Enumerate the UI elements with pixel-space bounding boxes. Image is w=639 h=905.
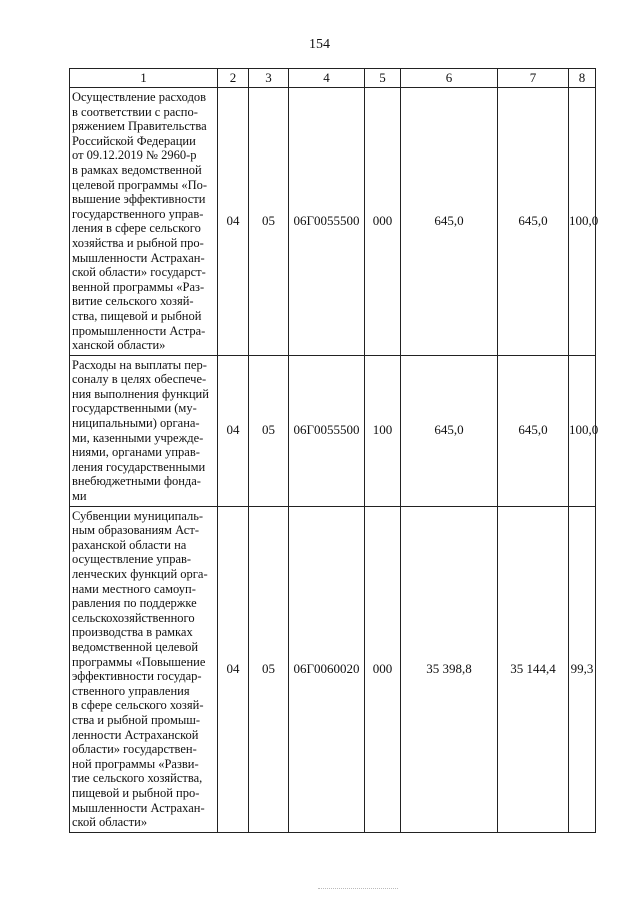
description-line: мышленности Астрахан- — [72, 800, 205, 815]
row-description — [70, 88, 218, 356]
column-header-5: 5 — [365, 69, 401, 88]
table-header-row — [70, 69, 596, 88]
expense-type-code: 000 — [365, 506, 401, 832]
column-header-3: 3 — [249, 69, 289, 88]
execution-percent: 100,0 — [569, 88, 596, 356]
description-line: венной программы «Раз- — [72, 279, 205, 294]
description-line: государственного управ- — [72, 206, 204, 221]
section-code: 04 — [218, 88, 249, 356]
description-line: Расходы на выплаты пер- — [72, 357, 207, 372]
description-line: в сфере сельского хозяй- — [72, 698, 204, 713]
description-line: осуществление управ- — [72, 552, 192, 567]
description-line: внебюджетными фонда- — [72, 474, 201, 489]
description-line: соналу в целях обеспече- — [72, 372, 207, 387]
description-line: области» государствен- — [72, 742, 197, 757]
description-line: промышленности Астра- — [72, 323, 206, 338]
actual-amount: 645,0 — [498, 355, 569, 506]
table-row — [70, 506, 596, 832]
description-line: нами местного самоуп- — [72, 581, 196, 596]
description-line: Российской Федерации — [72, 133, 196, 148]
subsection-code: 05 — [249, 506, 289, 832]
target-article-code: 06Г0055500 — [289, 88, 365, 356]
description-line: ской области» государст- — [72, 265, 206, 280]
column-header-7: 7 — [498, 69, 569, 88]
description-line: ственного управления — [72, 683, 190, 698]
table-row — [70, 88, 596, 356]
actual-amount: 645,0 — [498, 88, 569, 356]
description-line: ства, пищевой и рыбной — [72, 308, 202, 323]
description-line: ской области» — [72, 815, 148, 830]
section-code: 04 — [218, 506, 249, 832]
expense-type-code: 000 — [365, 88, 401, 356]
column-header-4: 4 — [289, 69, 365, 88]
table-row — [70, 355, 596, 506]
description-line: мышленности Астрахан- — [72, 250, 205, 265]
planned-amount: 645,0 — [401, 88, 498, 356]
column-header-2: 2 — [218, 69, 249, 88]
description-line: целевой программы «По- — [72, 177, 208, 192]
description-line: Осуществление расходов — [72, 90, 207, 104]
page-number: 154 — [309, 37, 330, 52]
description-line: ми — [72, 489, 87, 504]
description-line: ряжением Правительства — [72, 119, 207, 134]
description-line: ниципальными) органа- — [72, 416, 200, 431]
column-header-8: 8 — [569, 69, 596, 88]
description-line: программы «Повышение — [72, 654, 206, 669]
subsection-code: 05 — [249, 88, 289, 356]
description-line: производства в рамках — [72, 625, 193, 640]
subsection-code: 05 — [249, 355, 289, 506]
description-line: тие сельского хозяйства, — [72, 771, 203, 786]
expense-type-code: 100 — [365, 355, 401, 506]
description-line: ления в сфере сельского — [72, 221, 201, 236]
description-line: витие сельского хозяй- — [72, 294, 194, 309]
description-line: ханской области» — [72, 338, 166, 353]
description-line: от 09.12.2019 № 2960-р — [72, 148, 197, 163]
row-description — [70, 506, 218, 832]
column-header-6: 6 — [401, 69, 498, 88]
execution-percent: 100,0 — [569, 355, 596, 506]
description-line: государственными (му- — [72, 401, 197, 416]
description-line: хозяйства и рыбной про- — [72, 235, 204, 250]
description-line: ным образованиям Аст- — [72, 523, 199, 538]
column-header-1: 1 — [70, 69, 218, 88]
description-line: ленческих функций орга- — [72, 567, 208, 581]
description-line: в соответствии с распо- — [72, 104, 198, 119]
description-line: ми, казенными учрежде- — [72, 430, 204, 445]
description-line: равления по поддержке — [72, 596, 197, 611]
target-article-code: 06Г0055500 — [289, 355, 365, 506]
description-line: сельскохозяйственного — [72, 610, 195, 625]
description-line: в рамках ведомственной — [72, 162, 202, 177]
description-line: вышение эффективности — [72, 192, 206, 207]
description-line: пищевой и рыбной про- — [72, 785, 200, 800]
section-code: 04 — [218, 355, 249, 506]
description-line: ления государственными — [72, 459, 206, 474]
description-line: Субвенции муниципаль- — [72, 508, 204, 523]
target-article-code: 06Г0060020 — [289, 506, 365, 832]
scan-artifact — [318, 888, 398, 892]
description-line: ленности Астраханской — [72, 727, 199, 742]
description-line: ния выполнения функций — [72, 386, 209, 401]
description-line: ниями, органами управ- — [72, 445, 200, 460]
description-line: ства и рыбной промыш- — [72, 712, 201, 727]
execution-percent: 99,3 — [569, 506, 596, 832]
description-line: ной программы «Разви- — [72, 756, 199, 771]
description-line: раханской области на — [72, 537, 187, 552]
description-line: эффективности государ- — [72, 669, 202, 684]
row-description — [70, 355, 218, 506]
actual-amount: 35 144,4 — [498, 506, 569, 832]
budget-table — [69, 68, 599, 833]
planned-amount: 35 398,8 — [401, 506, 498, 832]
description-line: ведомственной целевой — [72, 639, 199, 654]
planned-amount: 645,0 — [401, 355, 498, 506]
